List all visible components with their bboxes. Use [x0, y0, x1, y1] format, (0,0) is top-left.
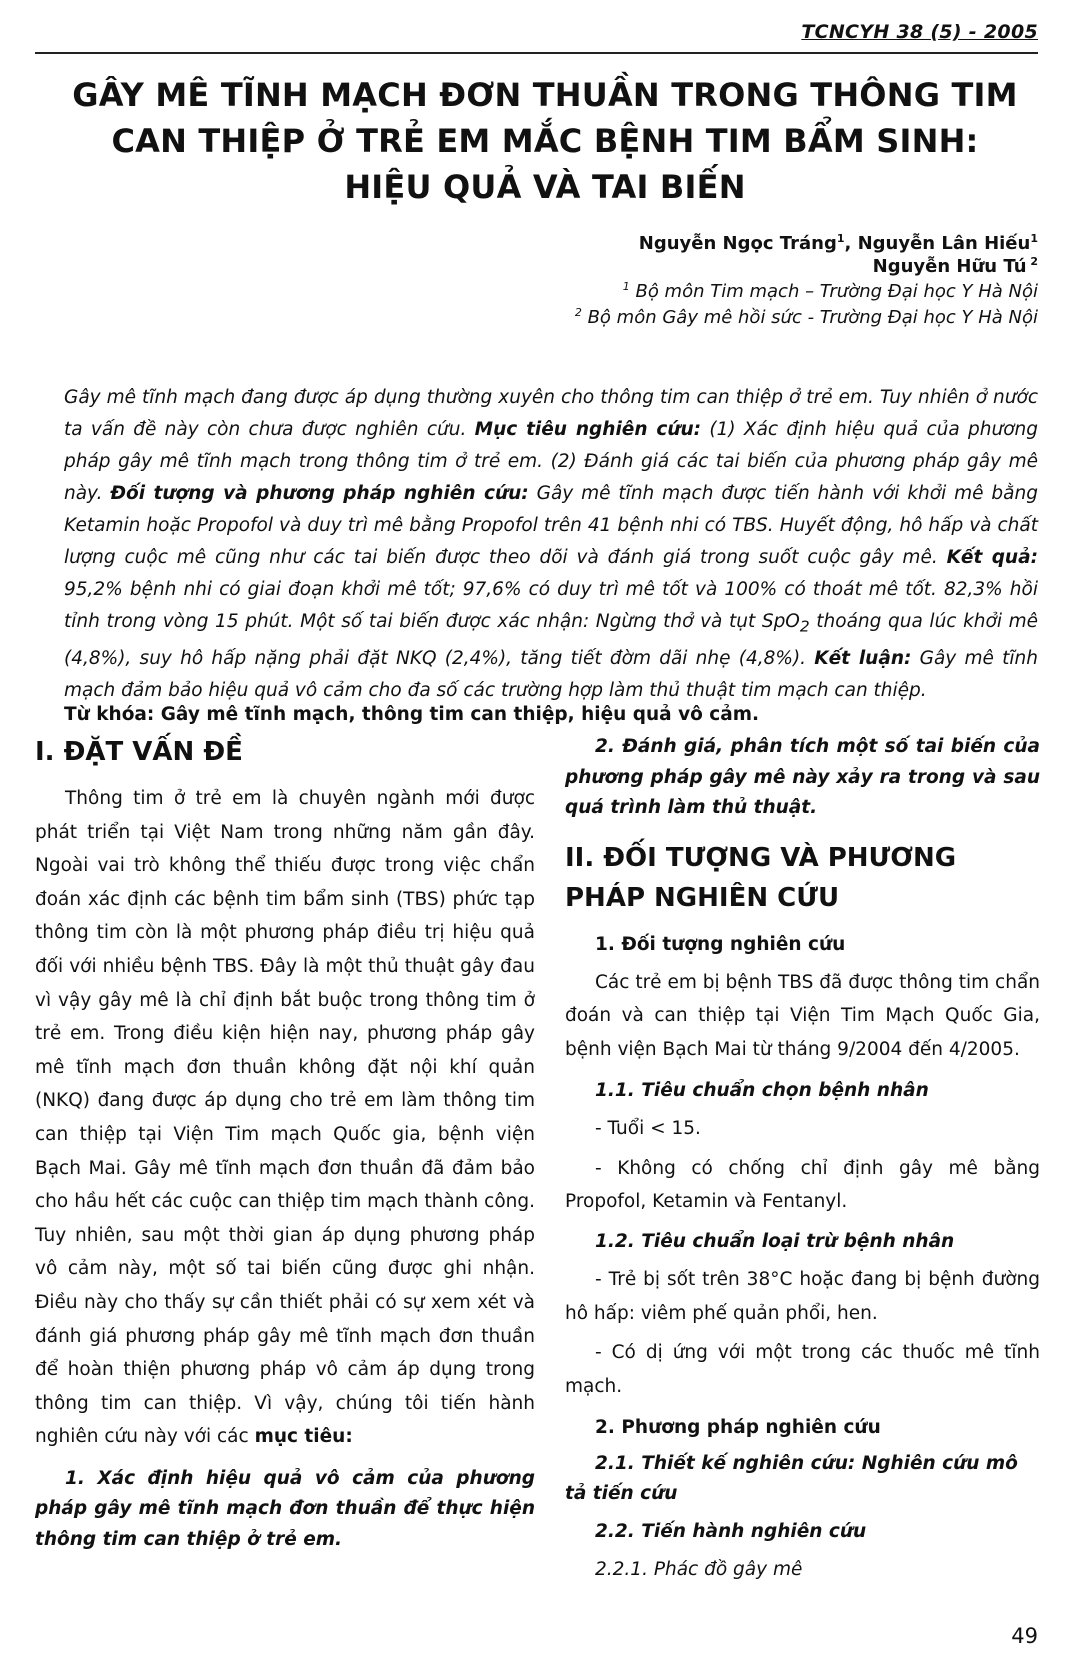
- section-heading: I. ĐẶT VẤN ĐỀ: [35, 737, 243, 767]
- journal-citation: TCNCYH 38 (5) - 2005: [801, 21, 1038, 43]
- author-sup: 1: [836, 232, 845, 245]
- abstract: [64, 382, 1038, 707]
- paragraph: - Tuổi < 15.: [595, 1118, 701, 1140]
- abstract-label: Đối tượng và phương pháp nghiên cứu:: [110, 483, 529, 504]
- abstract-label: Kết luận:: [814, 647, 912, 669]
- authors-line-2: [338, 255, 1038, 278]
- abstract-text: 95,2% bệnh nhi có giai đoạn khởi mê tốt; 97,6% có duy trì mê tốt và 100% có thoát mê tốt. 82,3% hồi tỉnh trong vòng 15 phút. Một số tai biến được xác nhận: Ngừng thở và tụt SpO: [64, 579, 1038, 632]
- abstract-text: Gây mê tĩnh mạch được tiến hành với khởi mê bằng Ketamin hoặc Propofol và duy trì mê bằng Propofol trên 41 bệnh nhi có TBS. Huyết động, hô hấp và chất lượng cuộc mê cũng như các tai biến được theo dõi và đánh giá trong suốt cuộc gây mê.: [64, 483, 1038, 568]
- section-heading: II. ĐỐI TƯỢNG VÀ PHƯƠNG PHÁP NGHIÊN CỨU: [565, 842, 957, 913]
- page-number: 49: [1011, 1624, 1038, 1648]
- header-rule: [35, 52, 1038, 54]
- author-block: [338, 232, 1038, 330]
- paragraph: - Trẻ bị sốt trên 38°C hoặc đang bị bệnh đường hô hấp: viêm phế quản phổi, hen.: [565, 1269, 1040, 1324]
- abstract-text: (1) Xác định hiệu quả của phương pháp gây mê tĩnh mạch trong thông tim ở trẻ em. (2) Đánh giá các tai biến của phương pháp gây mê này.: [64, 419, 1038, 504]
- paragraph: - Có dị ứng với một trong các thuốc mê tĩnh mạch.: [565, 1342, 1040, 1397]
- right-column: [565, 732, 1040, 1585]
- left-column: [35, 732, 535, 1555]
- affiliation-1: [338, 278, 1038, 306]
- subsection-heading: 2.1. Thiết kế nghiên cứu: Nghiên cứu mô tả tiến cứu: [565, 1453, 1018, 1505]
- title-line: HIỆU QUẢ VÀ TAI BIẾN: [344, 168, 746, 206]
- abstract-text: Gây mê tĩnh mạch đảm bảo hiệu quả vô cảm cho đa số các trường hợp làm thủ thuật tim mạch can thiệp.: [64, 647, 1038, 701]
- subsection-heading: 2.2. Tiến hành nghiên cứu: [595, 1521, 867, 1543]
- abstract-text: Gây mê tĩnh mạch đang được áp dụng thường xuyên cho thông tim can thiệp ở trẻ em. Tuy nhiên ở nước ta vấn đề này còn chưa được nghiên cứu.: [64, 387, 1038, 440]
- title-line: CAN THIỆP Ở TRẺ EM MẮC BỆNH TIM BẨM SINH:: [111, 122, 979, 160]
- keywords: Từ khóa: Gây mê tĩnh mạch, thông tim can thiệp, hiệu quả vô cảm.: [64, 704, 760, 725]
- authors-line-1: [338, 232, 1038, 255]
- paragraph: - Không có chống chỉ định gây mê bằng Propofol, Ketamin và Fentanyl.: [565, 1157, 1040, 1213]
- title-line: GÂY MÊ TĨNH MẠCH ĐƠN THUẦN TRONG THÔNG TIM: [72, 76, 1018, 114]
- abstract-subscript: 2: [799, 617, 810, 636]
- author-sup: 2: [1026, 255, 1038, 268]
- author-name: Nguyễn Ngọc Tráng: [638, 233, 837, 254]
- paragraph: Các trẻ em bị bệnh TBS đã được thông tim chẩn đoán và can thiệp tại Viện Tim Mạch Quốc Gia, bệnh viện Bạch Mai từ tháng 9/2004 đến 4/2005.: [565, 971, 1040, 1060]
- intro-paragraph: [35, 782, 535, 1454]
- subsection-heading: 1. Đối tượng nghiên cứu: [595, 933, 846, 955]
- abstract-text: thoáng qua lúc khởi mê (4,8%), suy hô hấp nặng phải đặt NKQ (2,4%), tăng tiết đờm dãi nhẹ (4,8%).: [64, 611, 1038, 669]
- subsection-heading: 2.2.1. Phác đồ gây mê: [595, 1559, 803, 1581]
- paper-title: [0, 72, 1090, 210]
- objective-1: 1. Xác định hiệu quả vô cảm của phương pháp gây mê tĩnh mạch đơn thuần để thực hiện thông tim can thiệp ở trẻ em.: [35, 1467, 535, 1550]
- subsection-heading: 1.2. Tiêu chuẩn loại trừ bệnh nhân: [595, 1231, 955, 1253]
- aff-sup: 2: [574, 306, 582, 319]
- aff-text: Bộ môn Tim mạch – Trường Đại học Y Hà Nội: [629, 281, 1038, 302]
- abstract-label: Kết quả:: [946, 547, 1038, 568]
- subsection-heading: 1.1. Tiêu chuẩn chọn bệnh nhân: [595, 1080, 929, 1102]
- author-name: Nguyễn Lân Hiếu: [857, 233, 1031, 254]
- objective-2: 2. Đánh giá, phân tích một số tai biến của phương pháp gây mê này xảy ra trong và sau quá trình làm thủ thuật.: [565, 736, 1040, 818]
- subsection-heading: 2. Phương pháp nghiên cứu: [595, 1417, 881, 1439]
- aff-sup: 1: [622, 280, 630, 293]
- intro-text: Thông tim ở trẻ em là chuyên ngành mới được phát triển tại Việt Nam trong những năm gần đây. Ngoài vai trò không thể thiếu được trong việc chẩn đoán xác định các bệnh tim bẩm sinh (TBS) phức tạp thông tim còn là một phương pháp điều trị hiệu quả đối với nhiều bệnh TBS. Đây là một thủ thuật gây đau vì vậy gây mê là chỉ định bắt buộc trong thông tim ở trẻ em. Trong điều kiện hiện nay, phương pháp gây mê tĩnh mạch đơn thuần không đặt nội khí quản (NKQ) đang được áp dụng cho trẻ em làm thông tim can thiệp tại Viện Tim mạch Quốc gia, bệnh viện Bạch Mai. Gây mê tĩnh mạch đơn thuần đã đảm bảo cho hầu hết các cuộc can thiệp tim mạch thành công. Tuy nhiên, sau một thời gian áp dụng phương pháp vô cảm này, một số tai biến cũng được ghi nhận. Điều này cho thấy sự cần thiết phải có sự xem xét và đánh giá phương pháp gây mê tĩnh mạch đơn thuần để hoàn thiện phương pháp vô cảm áp dụng trong thông tim can thiệp. Vì vậy, chúng tôi tiến hành nghiên cứu này với các: [35, 788, 535, 1448]
- affiliation-2: [338, 306, 1038, 330]
- author-sep: ,: [844, 233, 858, 254]
- intro-bold: mục tiêu:: [254, 1426, 353, 1448]
- author-name: Nguyễn Hữu Tú: [872, 256, 1027, 277]
- abstract-label: Mục tiêu nghiên cứu:: [474, 419, 702, 440]
- author-sup: 1: [1030, 232, 1038, 245]
- aff-text: Bộ môn Gây mê hồi sức - Trường Đại học Y Hà Nội: [581, 307, 1038, 328]
